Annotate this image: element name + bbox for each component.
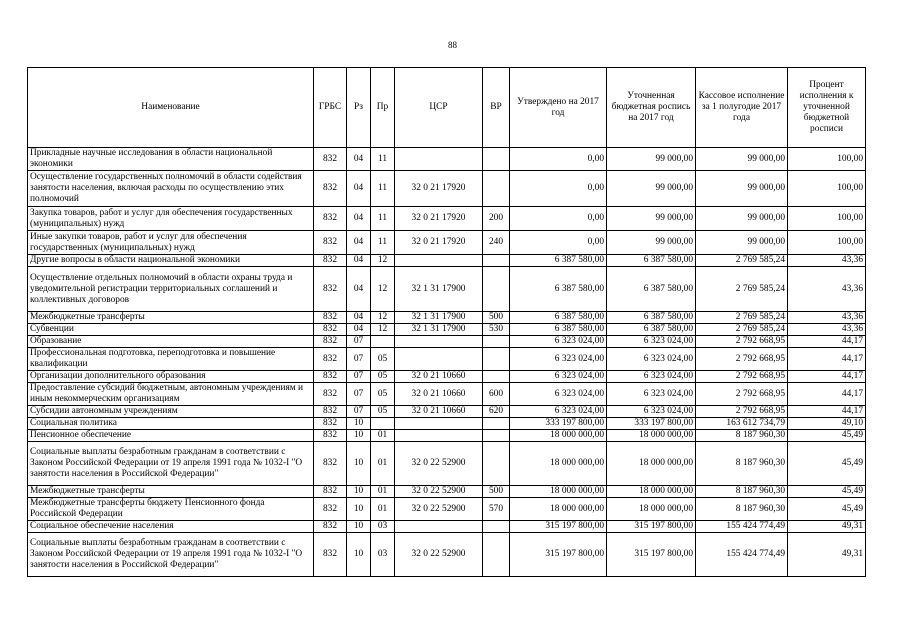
cell-cash: 155 424 774,49	[696, 521, 788, 533]
cell-approved: 6 387 580,00	[510, 324, 607, 336]
cell-approved: 0,00	[510, 231, 607, 255]
cell-rz: 04	[347, 207, 371, 231]
cell-vr	[483, 521, 510, 533]
cell-refined: 315 197 800,00	[607, 533, 696, 577]
cell-pr: 05	[371, 406, 395, 418]
table-row	[28, 521, 866, 533]
table-row	[28, 383, 866, 406]
cell-rz: 10	[347, 486, 371, 498]
cell-grbs: 832	[314, 171, 347, 207]
cell-cash: 99 000,00	[696, 148, 788, 171]
cell-grbs: 832	[314, 312, 347, 324]
cell-vr	[483, 171, 510, 207]
cell-approved: 0,00	[510, 148, 607, 171]
table-row	[28, 371, 866, 383]
table-row	[28, 406, 866, 418]
cell-name: Субсидии автономным учреждениям	[28, 406, 314, 418]
cell-percent: 44,17	[788, 406, 866, 418]
page-number: 88	[448, 40, 457, 50]
table-row	[28, 255, 866, 267]
cell-approved: 6 323 024,00	[510, 348, 607, 371]
cell-vr: 620	[483, 406, 510, 418]
table-row	[28, 267, 866, 312]
cell-pr	[371, 418, 395, 430]
cell-pr: 03	[371, 521, 395, 533]
table-row	[28, 312, 866, 324]
cell-vr: 200	[483, 207, 510, 231]
cell-refined: 6 323 024,00	[607, 336, 696, 348]
budget-table	[27, 67, 866, 577]
cell-vr	[483, 348, 510, 371]
cell-rz: 04	[347, 148, 371, 171]
cell-refined: 333 197 800,00	[607, 418, 696, 430]
header-cash: Кассовое исполнение за 1 полугодие 2017 года	[696, 68, 788, 148]
cell-name: Образование	[28, 336, 314, 348]
cell-csr	[395, 521, 483, 533]
cell-name: Социальная политика	[28, 418, 314, 430]
cell-refined: 99 000,00	[607, 231, 696, 255]
cell-grbs: 832	[314, 371, 347, 383]
cell-grbs: 832	[314, 533, 347, 577]
cell-csr	[395, 430, 483, 442]
cell-pr: 12	[371, 267, 395, 312]
cell-cash: 2 769 585,24	[696, 255, 788, 267]
cell-percent: 44,17	[788, 336, 866, 348]
cell-rz: 10	[347, 533, 371, 577]
cell-rz: 07	[347, 336, 371, 348]
cell-csr: 32 0 22 52900	[395, 486, 483, 498]
cell-percent: 45,49	[788, 430, 866, 442]
cell-cash: 8 187 960,30	[696, 430, 788, 442]
header-vr: ВР	[483, 68, 510, 148]
cell-pr: 12	[371, 324, 395, 336]
cell-name: Профессиональная подготовка, переподготовка и повышение квалификации	[28, 348, 314, 371]
table-row	[28, 498, 866, 521]
cell-cash: 2 792 668,95	[696, 383, 788, 406]
table-row	[28, 418, 866, 430]
table-row	[28, 148, 866, 171]
cell-name: Социальные выплаты безработным гражданам в соответствии с Законом Российской Федерации от 19 апреля 1991 года № 1032-I "О занятости населения в Российской Федерации"	[28, 442, 314, 486]
header-grbs: ГРБС	[314, 68, 347, 148]
cell-grbs: 832	[314, 348, 347, 371]
cell-csr: 32 0 22 52900	[395, 442, 483, 486]
cell-approved: 0,00	[510, 171, 607, 207]
cell-csr: 32 0 21 17920	[395, 231, 483, 255]
cell-vr	[483, 418, 510, 430]
table-row	[28, 533, 866, 577]
cell-name: Осуществление отдельных полномочий в области охраны труда и уведомительной регистрации территориальных соглашений и коллективных договоров	[28, 267, 314, 312]
cell-pr	[371, 336, 395, 348]
cell-cash: 8 187 960,30	[696, 442, 788, 486]
table-row	[28, 171, 866, 207]
cell-name: Социальные выплаты безработным гражданам в соответствии с Законом Российской Федерации от 19 апреля 1991 года № 1032-I "О занятости населения в Российской Федерации"	[28, 533, 314, 577]
cell-approved: 6 323 024,00	[510, 336, 607, 348]
header-approved: Утверждено на 2017 год	[510, 68, 607, 148]
cell-grbs: 832	[314, 442, 347, 486]
cell-pr: 11	[371, 148, 395, 171]
table-row	[28, 430, 866, 442]
cell-cash: 99 000,00	[696, 231, 788, 255]
cell-approved: 315 197 800,00	[510, 521, 607, 533]
cell-name: Межбюджетные трансферты	[28, 312, 314, 324]
cell-rz: 04	[347, 312, 371, 324]
cell-name: Другие вопросы в области национальной экономики	[28, 255, 314, 267]
cell-refined: 6 387 580,00	[607, 255, 696, 267]
cell-vr	[483, 533, 510, 577]
cell-rz: 10	[347, 430, 371, 442]
cell-grbs: 832	[314, 521, 347, 533]
cell-rz: 04	[347, 267, 371, 312]
cell-refined: 99 000,00	[607, 148, 696, 171]
cell-approved: 6 387 580,00	[510, 255, 607, 267]
cell-name: Предоставление субсидий бюджетным, автономным учреждениям и иным некоммерческим организациям	[28, 383, 314, 406]
cell-pr: 01	[371, 442, 395, 486]
cell-approved: 333 197 800,00	[510, 418, 607, 430]
table-row	[28, 207, 866, 231]
cell-cash: 8 187 960,30	[696, 486, 788, 498]
cell-csr: 32 0 22 52900	[395, 498, 483, 521]
cell-refined: 6 323 024,00	[607, 383, 696, 406]
cell-cash: 2 792 668,95	[696, 348, 788, 371]
cell-approved: 18 000 000,00	[510, 442, 607, 486]
cell-pr: 11	[371, 171, 395, 207]
cell-grbs: 832	[314, 207, 347, 231]
header-csr: ЦСР	[395, 68, 483, 148]
cell-grbs: 832	[314, 486, 347, 498]
cell-cash: 99 000,00	[696, 207, 788, 231]
cell-rz: 04	[347, 324, 371, 336]
cell-cash: 99 000,00	[696, 171, 788, 207]
cell-vr	[483, 371, 510, 383]
cell-csr: 32 0 21 17920	[395, 171, 483, 207]
cell-pr: 11	[371, 231, 395, 255]
cell-csr	[395, 348, 483, 371]
cell-vr: 500	[483, 312, 510, 324]
cell-approved: 6 323 024,00	[510, 371, 607, 383]
cell-rz: 10	[347, 521, 371, 533]
cell-refined: 18 000 000,00	[607, 442, 696, 486]
cell-pr: 05	[371, 348, 395, 371]
cell-refined: 18 000 000,00	[607, 498, 696, 521]
cell-cash: 2 792 668,95	[696, 406, 788, 418]
cell-refined: 18 000 000,00	[607, 486, 696, 498]
cell-vr: 600	[483, 383, 510, 406]
cell-csr: 32 1 31 17900	[395, 267, 483, 312]
cell-csr: 32 1 31 17900	[395, 324, 483, 336]
cell-approved: 0,00	[510, 207, 607, 231]
table-row	[28, 348, 866, 371]
cell-refined: 18 000 000,00	[607, 430, 696, 442]
cell-cash: 2 792 668,95	[696, 371, 788, 383]
cell-pr: 05	[371, 371, 395, 383]
cell-refined: 6 323 024,00	[607, 371, 696, 383]
cell-pr: 12	[371, 312, 395, 324]
cell-csr	[395, 148, 483, 171]
cell-percent: 100,00	[788, 148, 866, 171]
cell-grbs: 832	[314, 336, 347, 348]
cell-percent: 100,00	[788, 231, 866, 255]
cell-vr	[483, 267, 510, 312]
cell-cash: 155 424 774,49	[696, 533, 788, 577]
header-pr: Пр	[371, 68, 395, 148]
cell-csr: 32 1 31 17900	[395, 312, 483, 324]
cell-rz: 07	[347, 383, 371, 406]
cell-grbs: 832	[314, 498, 347, 521]
cell-vr	[483, 148, 510, 171]
cell-name: Прикладные научные исследования в области национальной экономики	[28, 148, 314, 171]
header-rz: Рз	[347, 68, 371, 148]
cell-grbs: 832	[314, 406, 347, 418]
cell-pr: 03	[371, 533, 395, 577]
cell-rz: 07	[347, 348, 371, 371]
table-row	[28, 336, 866, 348]
cell-percent: 44,17	[788, 383, 866, 406]
cell-rz: 10	[347, 418, 371, 430]
header-row	[28, 68, 866, 148]
cell-refined: 99 000,00	[607, 207, 696, 231]
cell-grbs: 832	[314, 255, 347, 267]
cell-approved: 315 197 800,00	[510, 533, 607, 577]
cell-grbs: 832	[314, 324, 347, 336]
header-refined: Уточненная бюджетная роспись на 2017 год	[607, 68, 696, 148]
cell-percent: 44,17	[788, 371, 866, 383]
cell-csr: 32 0 21 10660	[395, 383, 483, 406]
cell-refined: 6 387 580,00	[607, 312, 696, 324]
cell-name: Пенсионное обеспечение	[28, 430, 314, 442]
cell-name: Межбюджетные трансферты бюджету Пенсионного фонда Российской Федерации	[28, 498, 314, 521]
cell-name: Иные закупки товаров, работ и услуг для обеспечения государственных (муниципальных) нужд	[28, 231, 314, 255]
cell-percent: 43,36	[788, 267, 866, 312]
cell-name: Межбюджетные трансферты	[28, 486, 314, 498]
cell-percent: 49,10	[788, 418, 866, 430]
cell-refined: 315 197 800,00	[607, 521, 696, 533]
cell-rz: 07	[347, 371, 371, 383]
cell-percent: 100,00	[788, 171, 866, 207]
cell-vr	[483, 442, 510, 486]
cell-vr	[483, 430, 510, 442]
cell-pr: 12	[371, 255, 395, 267]
cell-name: Закупка товаров, работ и услуг для обеспечения государственных (муниципальных) нужд	[28, 207, 314, 231]
cell-cash: 2 769 585,24	[696, 312, 788, 324]
cell-grbs: 832	[314, 418, 347, 430]
table-row	[28, 231, 866, 255]
cell-rz: 04	[347, 171, 371, 207]
cell-percent: 100,00	[788, 207, 866, 231]
cell-name: Субвенции	[28, 324, 314, 336]
table-row	[28, 324, 866, 336]
cell-csr: 32 0 21 17920	[395, 207, 483, 231]
cell-percent: 43,36	[788, 324, 866, 336]
cell-grbs: 832	[314, 430, 347, 442]
cell-approved: 6 323 024,00	[510, 406, 607, 418]
cell-refined: 6 387 580,00	[607, 267, 696, 312]
cell-pr: 01	[371, 430, 395, 442]
cell-rz: 04	[347, 231, 371, 255]
cell-vr: 530	[483, 324, 510, 336]
cell-percent: 49,31	[788, 521, 866, 533]
cell-csr	[395, 418, 483, 430]
cell-pr: 11	[371, 207, 395, 231]
cell-name: Организации дополнительного образования	[28, 371, 314, 383]
cell-csr	[395, 336, 483, 348]
cell-rz: 10	[347, 442, 371, 486]
cell-csr: 32 0 21 10660	[395, 406, 483, 418]
table-row	[28, 486, 866, 498]
cell-grbs: 832	[314, 148, 347, 171]
cell-approved: 18 000 000,00	[510, 430, 607, 442]
cell-percent: 49,31	[788, 533, 866, 577]
cell-vr: 240	[483, 231, 510, 255]
cell-approved: 18 000 000,00	[510, 486, 607, 498]
cell-csr: 32 0 21 10660	[395, 371, 483, 383]
cell-percent: 43,36	[788, 312, 866, 324]
cell-grbs: 832	[314, 383, 347, 406]
cell-name: Социальное обеспечение населения	[28, 521, 314, 533]
cell-vr: 500	[483, 486, 510, 498]
cell-rz: 10	[347, 498, 371, 521]
cell-approved: 6 387 580,00	[510, 267, 607, 312]
cell-refined: 6 387 580,00	[607, 324, 696, 336]
cell-cash: 2 769 585,24	[696, 267, 788, 312]
cell-rz: 07	[347, 406, 371, 418]
cell-cash: 2 769 585,24	[696, 324, 788, 336]
cell-pr: 01	[371, 486, 395, 498]
cell-percent: 43,36	[788, 255, 866, 267]
cell-refined: 99 000,00	[607, 171, 696, 207]
cell-approved: 6 323 024,00	[510, 383, 607, 406]
cell-percent: 45,49	[788, 442, 866, 486]
cell-vr	[483, 255, 510, 267]
cell-grbs: 832	[314, 267, 347, 312]
header-percent: Процент исполнения к уточненной бюджетной росписи	[788, 68, 866, 148]
cell-vr	[483, 336, 510, 348]
cell-csr	[395, 255, 483, 267]
cell-csr: 32 0 22 52900	[395, 533, 483, 577]
cell-cash: 163 612 734,79	[696, 418, 788, 430]
cell-name: Осуществление государственных полномочий в области содействия занятости населения, включая расходы по осуществлению этих полномочий	[28, 171, 314, 207]
cell-grbs: 832	[314, 231, 347, 255]
cell-approved: 6 387 580,00	[510, 312, 607, 324]
cell-percent: 45,49	[788, 498, 866, 521]
cell-refined: 6 323 024,00	[607, 406, 696, 418]
cell-cash: 8 187 960,30	[696, 498, 788, 521]
cell-approved: 18 000 000,00	[510, 498, 607, 521]
cell-pr: 05	[371, 383, 395, 406]
cell-vr: 570	[483, 498, 510, 521]
cell-percent: 44,17	[788, 348, 866, 371]
cell-pr: 01	[371, 498, 395, 521]
table-row	[28, 442, 866, 486]
header-name: Наименование	[28, 68, 314, 148]
cell-cash: 2 792 668,95	[696, 336, 788, 348]
cell-refined: 6 323 024,00	[607, 348, 696, 371]
cell-percent: 45,49	[788, 486, 866, 498]
cell-rz: 04	[347, 255, 371, 267]
